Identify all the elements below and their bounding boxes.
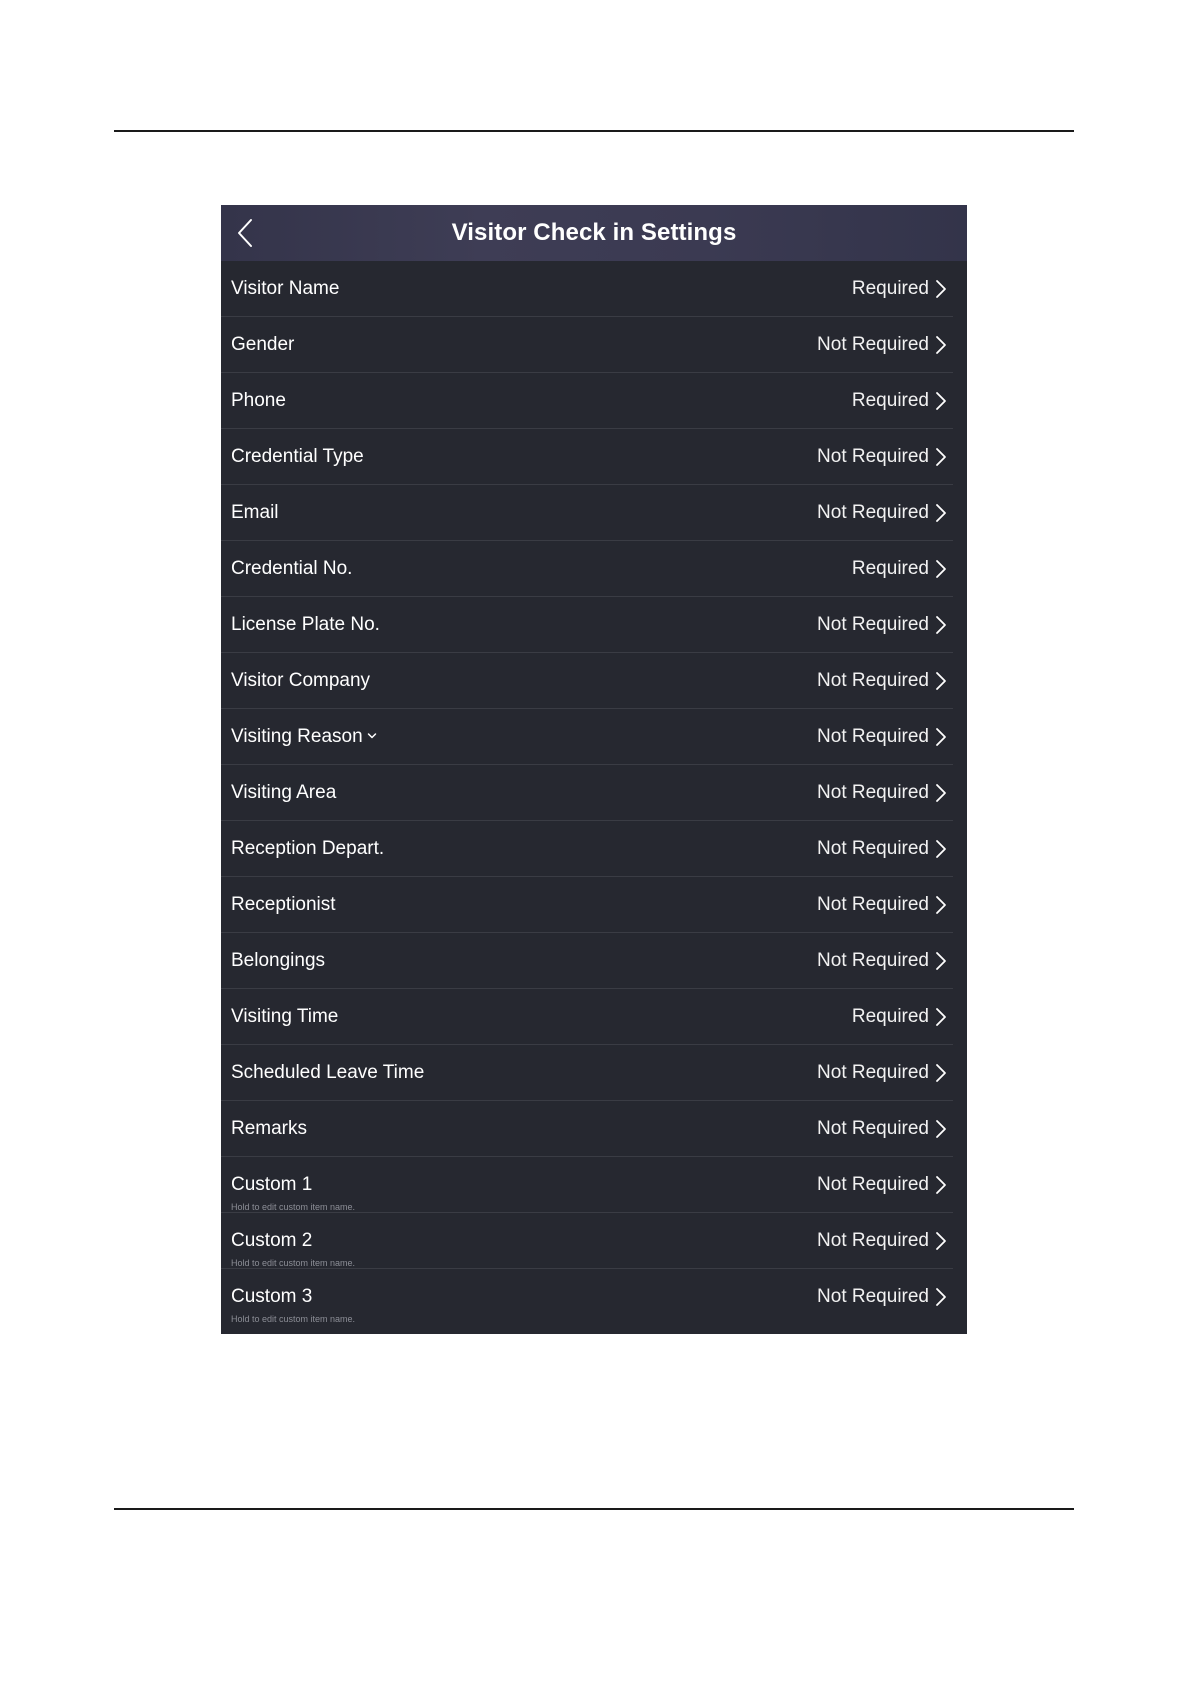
row-label-text: Phone (231, 390, 286, 411)
chevron-right-icon (935, 727, 947, 747)
row-value: Not Required (817, 1174, 929, 1195)
row-label-text: Custom 3 (231, 1286, 313, 1307)
row-label (231, 1174, 312, 1196)
row-value: Required (851, 558, 929, 579)
settings-row-visiting-area[interactable] (221, 765, 953, 821)
row-label-text: Credential Type (231, 446, 364, 467)
row-label (231, 1006, 338, 1028)
row-label (231, 334, 294, 356)
row-value: Not Required (817, 670, 929, 691)
chevron-down-icon[interactable] (367, 724, 377, 746)
row-value: Not Required (817, 950, 929, 971)
row-label-text: Reception Depart. (231, 838, 385, 859)
row-label-text: Email (231, 502, 279, 523)
settings-row-visitor-company[interactable] (221, 653, 953, 709)
row-value: Required (851, 278, 929, 299)
settings-row-gender[interactable] (221, 317, 953, 373)
row-label (231, 1062, 424, 1084)
chevron-right-icon (935, 895, 947, 915)
chevron-right-icon (935, 1231, 947, 1251)
row-value: Not Required (817, 1062, 929, 1083)
row-label-text: Visitor Company (231, 670, 371, 691)
row-label (231, 726, 377, 748)
chevron-right-icon (935, 951, 947, 971)
row-label-text: Receptionist (231, 894, 336, 915)
row-value: Not Required (817, 502, 929, 523)
row-label (231, 670, 370, 692)
settings-row-custom-2[interactable] (221, 1213, 953, 1269)
row-label-text: Visiting Time (231, 1006, 339, 1027)
row-label (231, 1230, 312, 1252)
chevron-right-icon (935, 447, 947, 467)
row-label-text: Visiting Area (231, 782, 337, 803)
settings-row-reception-depart[interactable] (221, 821, 953, 877)
row-value: Not Required (817, 726, 929, 747)
chevron-right-icon (935, 1119, 947, 1139)
row-label (231, 558, 352, 580)
row-value: Not Required (817, 1230, 929, 1251)
chevron-right-icon (935, 783, 947, 803)
row-label-text: Scheduled Leave Time (231, 1062, 425, 1083)
chevron-right-icon (935, 1007, 947, 1027)
row-value: Not Required (817, 614, 929, 635)
settings-row-belongings[interactable] (221, 933, 953, 989)
row-label (231, 838, 384, 860)
row-value: Not Required (817, 334, 929, 355)
row-value: Not Required (817, 782, 929, 803)
row-label (231, 950, 325, 972)
settings-screen (221, 205, 967, 1334)
row-hint: Hold to edit custom item name. (231, 1314, 356, 1324)
settings-row-visitor-name[interactable] (221, 261, 953, 317)
chevron-right-icon (935, 503, 947, 523)
row-value: Not Required (817, 446, 929, 467)
chevron-right-icon (935, 279, 947, 299)
row-label-text: Gender (231, 334, 295, 355)
title-bar (221, 205, 967, 261)
row-label (231, 1118, 307, 1140)
row-label (231, 894, 336, 916)
row-hint: Hold to edit custom item name. (231, 1202, 356, 1212)
settings-row-custom-3[interactable] (221, 1269, 953, 1325)
row-label (231, 390, 286, 412)
row-label (231, 446, 364, 468)
settings-list (221, 261, 967, 1325)
row-value: Required (851, 390, 929, 411)
settings-row-credential-type[interactable] (221, 429, 953, 485)
row-value: Not Required (817, 1286, 929, 1307)
row-hint: Hold to edit custom item name. (231, 1258, 356, 1268)
row-value: Not Required (817, 838, 929, 859)
chevron-right-icon (935, 1287, 947, 1307)
row-label (231, 278, 339, 300)
settings-row-visiting-reason[interactable] (221, 709, 953, 765)
row-label-text: Belongings (231, 950, 326, 971)
chevron-right-icon (935, 391, 947, 411)
row-label-text: Credential No. (231, 558, 353, 579)
chevron-right-icon (935, 335, 947, 355)
chevron-right-icon (935, 1063, 947, 1083)
chevron-right-icon (935, 1175, 947, 1195)
chevron-right-icon (935, 615, 947, 635)
chevron-right-icon (935, 559, 947, 579)
row-label-text: Custom 1 (231, 1174, 313, 1195)
settings-row-phone[interactable] (221, 373, 953, 429)
settings-row-license-plate-no[interactable] (221, 597, 953, 653)
page-title: Visitor Check in Settings (451, 219, 737, 246)
row-label-text: Visiting Reason (231, 726, 363, 748)
settings-row-scheduled-leave-time[interactable] (221, 1045, 953, 1101)
row-label-text: Custom 2 (231, 1230, 313, 1251)
row-label (231, 502, 279, 524)
row-label (231, 1286, 312, 1308)
back-button[interactable] (235, 217, 259, 249)
settings-row-receptionist[interactable] (221, 877, 953, 933)
settings-row-remarks[interactable] (221, 1101, 953, 1157)
settings-row-email[interactable] (221, 485, 953, 541)
row-label-text: Visitor Name (231, 278, 340, 299)
chevron-right-icon (935, 839, 947, 859)
row-label (231, 782, 336, 804)
row-label (231, 614, 380, 636)
page-top-rule (114, 130, 1074, 132)
settings-row-credential-no[interactable] (221, 541, 953, 597)
row-value: Not Required (817, 1118, 929, 1139)
settings-row-visiting-time[interactable] (221, 989, 953, 1045)
row-label-text: License Plate No. (231, 614, 380, 635)
settings-row-custom-1[interactable] (221, 1157, 953, 1213)
chevron-right-icon (935, 671, 947, 691)
row-value: Not Required (817, 894, 929, 915)
back-arrow-icon (235, 217, 259, 249)
page-bottom-rule (114, 1508, 1074, 1510)
row-label-text: Remarks (231, 1118, 308, 1139)
row-value: Required (851, 1006, 929, 1027)
